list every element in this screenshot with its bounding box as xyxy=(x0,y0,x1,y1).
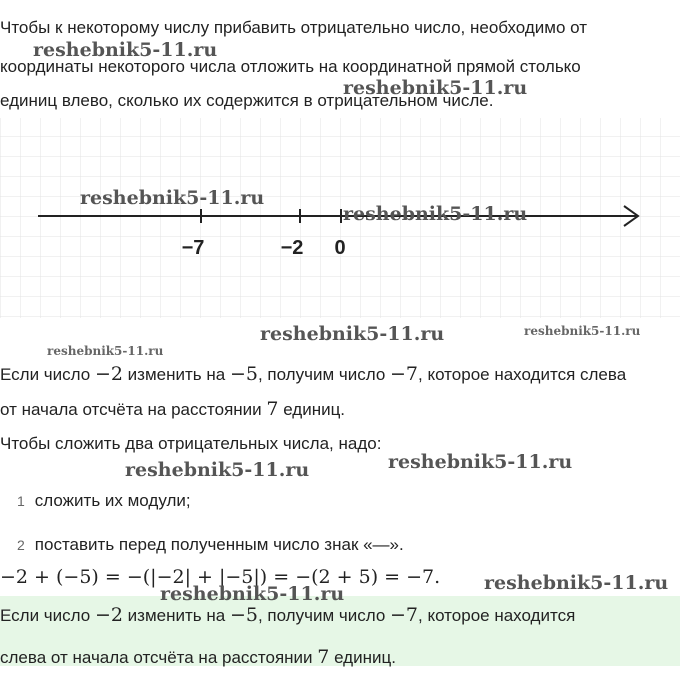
intro-line-3: единиц влево, сколько их содержится в отрицательном числе. xyxy=(0,91,494,110)
math-minus-5: −5 xyxy=(229,604,258,626)
step-text: поставить перед полученным число знак «—». xyxy=(34,535,404,554)
watermark: reshebnik5-11.ru xyxy=(47,344,164,358)
math-minus-7: −7 xyxy=(390,363,419,385)
intro-line-1: Чтобы к некоторому числу прибавить отрицательно число, необходимо от xyxy=(0,18,588,37)
answer-line-1: Если число −2 изменить на −5, получим число −7, которое находится xyxy=(0,604,576,626)
rule-title: Чтобы сложить два отрицательных числа, надо: xyxy=(0,434,382,453)
step-number: 1 xyxy=(17,493,25,509)
label-minus-2: −2 xyxy=(280,237,304,259)
intro-line-2: координаты некоторого числа отложить на координатной прямой столько xyxy=(0,57,581,76)
math-minus-2: −2 xyxy=(94,604,123,626)
watermark: reshebnik5-11.ru xyxy=(343,203,528,225)
watermark: reshebnik5-11.ru xyxy=(125,459,310,481)
step-number: 2 xyxy=(17,537,25,553)
answer-line-2: слева от начала отсчёта на расстоянии 7 единиц. xyxy=(0,646,396,668)
number-line-svg xyxy=(0,118,680,318)
rule-step-1 xyxy=(0,490,191,512)
formula: −2 + (−5) = −(|−2| + |−5|) = −(2 + 5) = −7. xyxy=(0,566,441,588)
para1-line-1: Если число −2 изменить на −5, получим число −7, которое находится слева xyxy=(0,363,627,385)
step-text: сложить их модули; xyxy=(34,491,191,510)
math-seven: 7 xyxy=(266,398,279,420)
math-minus-7: −7 xyxy=(390,604,419,626)
watermark: reshebnik5-11.ru xyxy=(484,572,669,594)
watermark: reshebnik5-11.ru xyxy=(343,77,528,99)
rule-step-2 xyxy=(0,534,404,556)
watermark: reshebnik5-11.ru xyxy=(33,39,218,61)
math-minus-2: −2 xyxy=(94,363,123,385)
watermark: reshebnik5-11.ru xyxy=(260,323,445,345)
watermark: reshebnik5-11.ru xyxy=(160,583,345,605)
label-zero: 0 xyxy=(334,237,346,259)
watermark: reshebnik5-11.ru xyxy=(80,187,265,209)
math-seven: 7 xyxy=(317,646,330,668)
math-minus-5: −5 xyxy=(229,363,258,385)
para1-line-2: от начала отсчёта на расстоянии 7 единиц. xyxy=(0,398,346,420)
watermark: reshebnik5-11.ru xyxy=(388,451,573,473)
watermark: reshebnik5-11.ru xyxy=(524,324,641,338)
label-minus-7: −7 xyxy=(181,237,205,259)
number-line-figure xyxy=(0,118,680,318)
